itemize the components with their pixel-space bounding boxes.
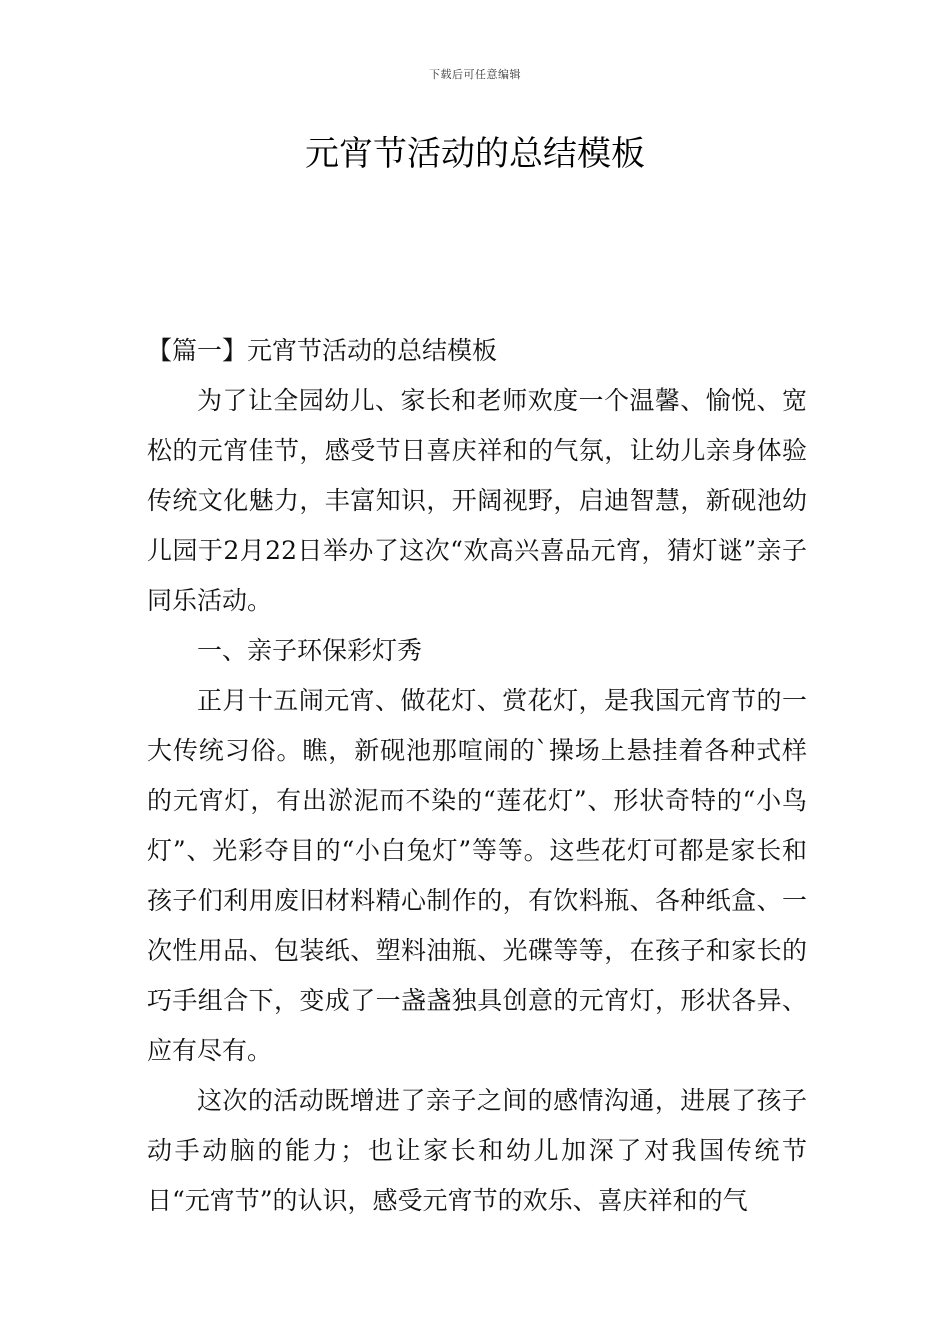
- paragraph-activity-effects: 这次的活动既增进了亲子之间的感情沟通，进展了孩子动手动脑的能力；也让家长和幼儿加深了对我国传统节日“元宵节”的认识，感受元宵节的欢乐、喜庆祥和的气: [147, 1086, 807, 1215]
- section-heading: 【篇一】元宵节活动的总结模板: [147, 336, 498, 365]
- document-title: 元宵节活动的总结模板: [305, 134, 645, 174]
- document-body: [147, 326, 807, 1226]
- subheading-lantern-show: 一、亲子环保彩灯秀: [197, 636, 423, 665]
- page-header-note: 下载后可任意编辑: [429, 68, 521, 81]
- paragraph-intro: 为了让全园幼儿、家长和老师欢度一个温馨、愉悦、宽松的元宵佳节，感受节日喜庆祥和的气氛，让幼儿亲身体验传统文化魅力，丰富知识，开阔视野，启迪智慧，新砚池幼儿园于2月22日举办了这次“欢高兴喜品元宵，猜灯谜”亲子同乐活动。: [147, 386, 807, 615]
- paragraph-lanterns: 正月十五闹元宵、做花灯、赏花灯，是我国元宵节的一大传统习俗。瞧，新砚池那喧闹的`操场上悬挂着各种式样的元宵灯，有出淤泥而不染的“莲花灯”、形状奇特的“小鸟灯”、光彩夺目的“小白兔灯”等等。这些花灯可都是家长和孩子们利用废旧材料精心制作的，有饮料瓶、各种纸盒、一次性用品、包装纸、塑料油瓶、光碟等等，在孩子和家长的巧手组合下，变成了一盏盏独具创意的元宵灯，形状各异、应有尽有。: [147, 686, 807, 1065]
